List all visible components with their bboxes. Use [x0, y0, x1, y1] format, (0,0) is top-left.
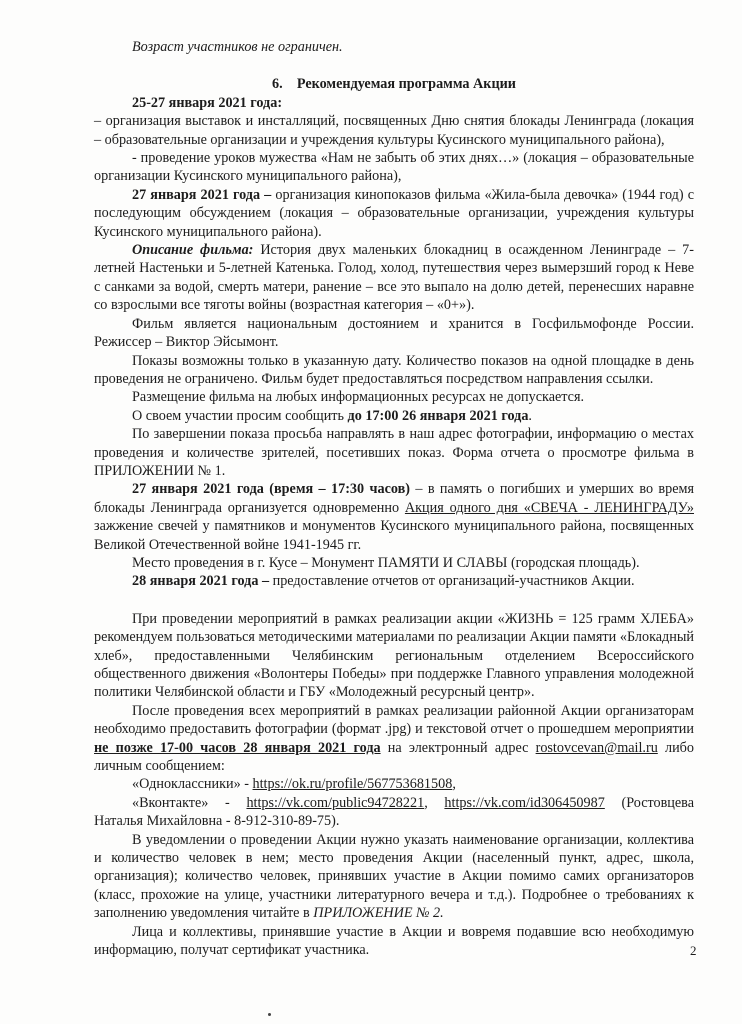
film-description-label: Описание фильма:	[132, 242, 254, 259]
email-link[interactable]: rostovcevan@mail.ru	[535, 739, 658, 756]
notification-requirements-text: В уведомлении о проведении Акции нужно указать наименование организации, коллектива и количество человек в нем; место проведения Акции (населенный пункт, адрес, школа, организация); количество человек, принявших участие в Акции помимо самих организаторов (класс, прохожие на улице, участники литературного вечера и т.д.). Подробнее о требованиях к заполнению уведомления читайте в	[94, 831, 694, 922]
program-item-film-screening	[94, 186, 694, 241]
deadline-post: .	[528, 407, 532, 424]
vk-link-separator: ,	[424, 794, 445, 811]
program-item-lessons: - проведение уроков мужества «Нам не забыть об этих днях…» (локация – образовательные организации Кусинского муниципального района),	[94, 150, 694, 185]
report-submission-post: либо личным сообщением:	[94, 739, 694, 775]
scan-speck	[268, 1013, 271, 1016]
participants-age-note: Возраст участников не ограничен.	[132, 39, 343, 55]
reports-date-text: предоставление отчетов от организаций-участников Акции.	[269, 573, 635, 590]
odnoklassniki-label: «Одноклассники» -	[132, 776, 253, 793]
report-submission	[94, 702, 694, 776]
paragraph-gap	[94, 591, 694, 610]
odnoklassniki-contact	[94, 775, 694, 793]
reports-date-label: 28 января 2021 года –	[132, 573, 270, 590]
vk-id-link[interactable]: https://vk.com/id306450987	[444, 794, 605, 811]
bread-action-recommendation: При проведении мероприятий в рамках реализации акции «ЖИЗНЬ = 125 грамм ХЛЕБА» рекомендуем пользоваться методическими материалами по реализации Акции памяти «Блокадный хлеб», предоставленными Челябинским региональным отделением Всероссийского общественного движения «Волонтеры Победы» при поддержке Главного управления молодежной политики Челябинской области и ГБУ «Молодежный ресурсный центр».	[94, 610, 694, 701]
certificate-note: Лица и коллективы, принявшие участие в Акции и вовремя подавшие всю необходимую информацию, получат сертификат участника.	[94, 923, 694, 959]
candle-action-post: зажжение свечей у памятников и монументов Кусинского муниципального района, посвященных Великой Отечественной войне 1941-1945 гг.	[94, 518, 694, 553]
report-submission-mid: на электронный адрес	[380, 739, 536, 756]
vk-public-link[interactable]: https://vk.com/public94728221	[246, 794, 425, 811]
deadline-pre: О своем участии просим сообщить	[132, 407, 348, 424]
section-title: Рекомендуемая программа Акции	[296, 76, 516, 93]
reports-date	[94, 572, 694, 590]
report-submission-pre: После проведения всех мероприятий в рамках реализации районной Акции организаторам необходимо предоставить фотографии (формат .jpg) и текстовой отчет о прошедшем мероприятии	[94, 702, 694, 738]
participation-deadline	[94, 407, 694, 425]
report-request: По завершении показа просьба направлять в наш адрес фотографии, информацию о местах проведения и количестве зрителей, посетивших показ. Форма отчета о просмотре фильма в ПРИЛОЖЕНИИ № 1.	[94, 426, 694, 479]
odnoklassniki-post: ,	[452, 776, 456, 793]
document-body	[94, 38, 694, 960]
candle-action-title: Акция одного дня «СВЕЧА - ЛЕНИНГРАДУ»	[404, 499, 694, 516]
report-deadline: не позже 17-00 часов 28 января 2021 года	[94, 739, 381, 756]
screening-rules: Показы возможны только в указанную дату. Количество показов на одной площадке в день проведения не ограничено. Фильм будет предоставляться посредством направления ссылки.	[94, 352, 694, 387]
venue-info: Место проведения в г. Кусе – Монумент ПАМЯТИ И СЛАВЫ (городская площадь).	[132, 554, 640, 571]
odnoklassniki-link[interactable]: https://ok.ru/profile/567753681508	[252, 776, 453, 793]
film-screening-date: 27 января 2021 года –	[132, 186, 272, 203]
film-description-text: История двух маленьких блокадниц в осажденном Ленинграде – 7-летней Настеньки и 5-летней Катенька. Голод, холод, путешествия через вымерзший город к Неве с санками за водой, смерть матери, ранение – все это выпало на долю детей, перенесших наравне со взрослыми все тяготы войны (возрастная категория – «0+»).	[94, 242, 694, 314]
deadline-date: до 17:00 26 января 2021 года	[347, 407, 529, 424]
candle-action-date: 27 января 2021 года (время – 17:30 часов)	[132, 481, 411, 498]
candle-action	[94, 480, 694, 554]
appendix-reference: ПРИЛОЖЕНИЕ № 2.	[313, 905, 444, 922]
vkontakte-contact	[94, 794, 694, 831]
vkontakte-contact-person: (Ростовцева Наталья Михайловна - 8-912-310-89-75).	[94, 794, 694, 830]
page-number: 2	[690, 943, 697, 958]
date-range-heading: 25-27 января 2021 года:	[132, 94, 283, 111]
section-number: 6.	[272, 76, 283, 93]
candle-action-pre: – в память о погибших и умерших во время блокады Ленинграда организуется одновременно	[94, 481, 695, 516]
film-screening-text: организация кинопоказов фильма «Жила-была девочка» (1944 год) с последующим обсуждением (локация – образовательные организации, учреждения культуры Кусинского муниципального района).	[94, 186, 694, 240]
section-heading	[94, 75, 694, 93]
placement-restriction: Размещение фильма на любых информационных ресурсах не допускается.	[132, 389, 585, 406]
film-description	[94, 241, 694, 315]
film-heritage-note: Фильм является национальным достоянием и хранится в Госфильмофонде России. Режиссер – Виктор Эйсымонт.	[94, 315, 694, 351]
notification-requirements	[94, 831, 694, 923]
vkontakte-label: «Вконтакте» -	[132, 794, 247, 811]
program-item-exhibitions: – организация выставок и инсталляций, посвященных Дню снятия блокады Ленинграда (локация – образовательные организации и учреждения культуры Кусинского муниципального района),	[94, 113, 694, 148]
